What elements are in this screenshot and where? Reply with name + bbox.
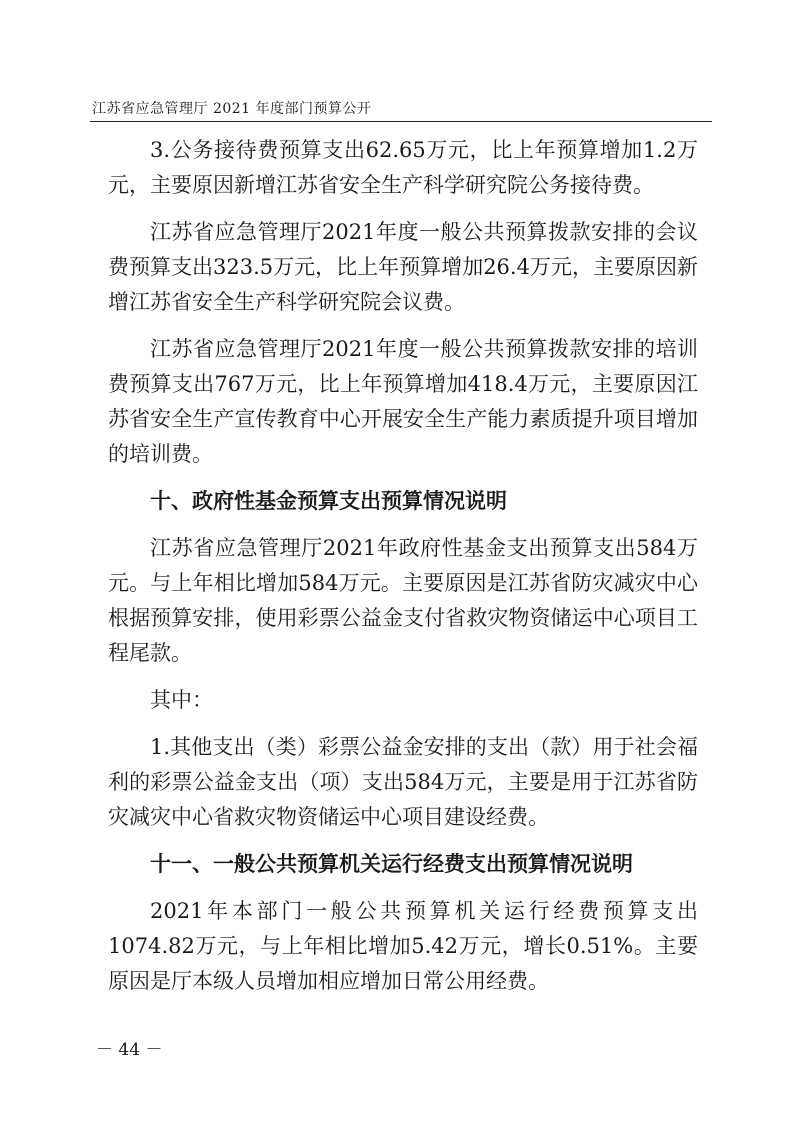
- paragraph-meeting-expense: 江苏省应急管理厅2021年度一般公共预算拨款安排的会议费预算支出323.5万元，比上年预算增加26.4万元，主要原因新增江苏省安全生产科学研究院会议费。: [108, 220, 698, 314]
- paragraph-reception-expense: 3.公务接待费预算支出62.65万元，比上年预算增加1.2万元，主要原因新增江苏省安全生产科学研究院公务接待费。: [108, 138, 698, 197]
- paragraph-training-expense: 江苏省应急管理厅2021年度一般公共预算拨款安排的培训费预算支出767万元，比上年预算增加418.4万元，主要原因江苏省安全生产宣传教育中心开展安全生产能力素质提升项目增加的培训费。: [108, 337, 698, 466]
- section-heading-10: 十、政府性基金预算支出预算情况说明: [150, 489, 507, 513]
- section-heading-11: 十一、一般公共预算机关运行经费支出预算情况说明: [150, 852, 633, 876]
- paragraph-among-which: 其中：: [150, 688, 213, 712]
- running-header: 江苏省应急管理厅 2021 年度部门预算公开: [92, 101, 372, 117]
- paragraph-operating-expense: 2021年本部门一般公共预算机关运行经费预算支出1074.82万元，与上年相比增加5.42万元，增长0.51%。主要原因是厅本级人员增加相应增加日常公用经费。: [108, 899, 698, 993]
- document-body: [108, 133, 698, 999]
- header-divider: [90, 121, 712, 122]
- page-number: － 44 －: [96, 1040, 163, 1060]
- paragraph-fund-budget: 江苏省应急管理厅2021年政府性基金支出预算支出584万元。与上年相比增加584万元。主要原因是江苏省防灾减灾中心根据预算安排，使用彩票公益金支付省救灾物资储运中心项目工程尾款。: [108, 536, 698, 665]
- paragraph-lottery-fund: 1.其他支出（类）彩票公益金安排的支出（款）用于社会福利的彩票公益金支出（项）支出584万元，主要是用于江苏省防灾减灾中心省救灾物资储运中心项目建设经费。: [108, 735, 698, 829]
